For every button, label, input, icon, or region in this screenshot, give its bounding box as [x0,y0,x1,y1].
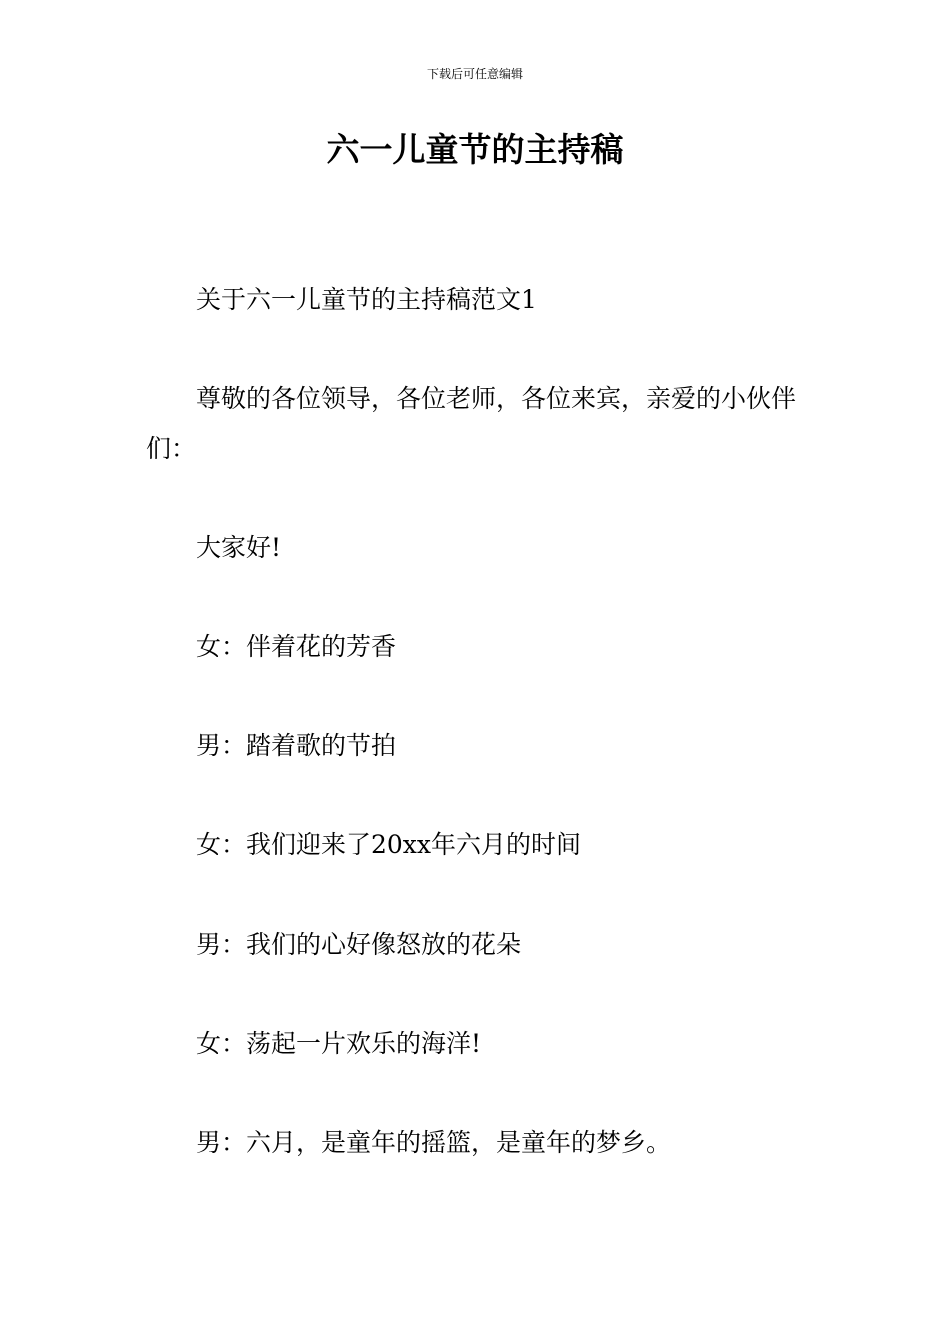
document-title: 六一儿童节的主持稿 [326,130,624,169]
paragraph-dialogue: 女：荡起一片欢乐的海洋! [196,1029,482,1058]
paragraph-dialogue: 女：伴着花的芳香 [196,632,397,661]
paragraph-dialogue: 男：我们的心好像怒放的花朵 [196,930,522,959]
paragraph-section-heading: 关于六一儿童节的主持稿范文1 [196,285,537,314]
paragraph-dialogue: 男：六月，是童年的摇篮，是童年的梦乡。 [196,1128,672,1157]
header-note: 下载后可任意编辑 [426,67,523,81]
paragraph-hello: 大家好! [196,533,282,562]
paragraph-dialogue: 男：踏着歌的节拍 [196,731,397,760]
paragraph-greeting: 尊敬的各位领导，各位老师，各位来宾，亲爱的小伙伴们： [146,384,797,463]
paragraph-dialogue: 女：我们迎来了20xx年六月的时间 [196,830,582,859]
